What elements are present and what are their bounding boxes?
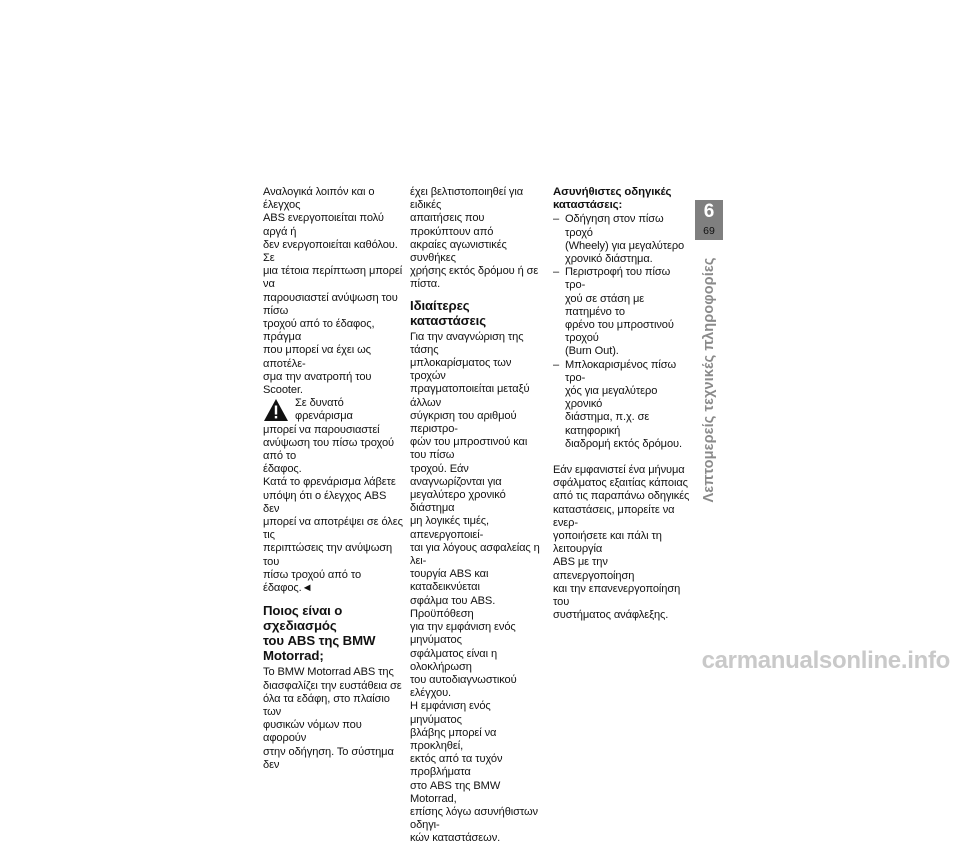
text-column-1 — [263, 186, 403, 772]
watermark: carmanualsonline.info — [701, 647, 950, 674]
list-item: – Περιστροφή του πίσω τρο- χού σε στάση με πατημένο το φρένο του μπροστινού τροχού (Burn Out). — [553, 266, 691, 358]
design-heading: Ποιος είναι ο σχεδιασμός του ABS της BMW Motorrad; — [263, 603, 376, 664]
text-column-3 — [553, 186, 691, 623]
unusual-situations-heading: Ασυνήθιστες οδηγικές καταστάσεις: — [553, 186, 672, 212]
warning-note: Σε δυνατό φρενάρισμα μπορεί να παρουσιαστεί ανύψωση του πίσω τροχού από το έδαφος. — [263, 397, 394, 476]
design-paragraph: Το BMW Motorrad ABS της διασφαλίζει την ευστάθεια σε όλα τα εδάφη, στο πλαίσιο των φυσικών νόμων που αφορούν στην οδήγηση. Το σύστημα δεν — [263, 666, 402, 771]
warning-triangle-icon — [263, 398, 289, 422]
chapter-number: 6 — [703, 201, 715, 222]
intro-paragraph: Αναλογικά λοιπόν και ο έλεγχος ABS ενεργοποιείται πολύ αργά ή δεν ενεργοποιείται καθόλου. Σε μια τέτοια περίπτωση μπορεί να παρουσιαστεί ανύψωση του πίσω τροχού από το έδαφος, πράγμα που μπορεί να έχει ως αποτέλε- σμα την ανατροπή του Scooter. — [263, 186, 403, 397]
warning-end-paragraph: Κατά το φρενάρισμα λάβετε υπόψη ότι ο έλεγχος ABS δεν μπορεί να αποτρέψει σε όλες τις περιπτώσεις την ανύψωση του πίσω τροχού από το έδαφος.◄ — [263, 476, 403, 595]
text-column-2 — [410, 186, 545, 846]
section-title-vertical: Λεπτομερείς τεχνικές πληροφορίες — [701, 257, 717, 503]
continuation-paragraph: έχει βελτιστοποιηθεί για ειδικές απαιτήσεις που προκύπτουν από ακραίες αγωνιστικές συνθήκες χρήσης εκτός δρόμου ή σε πίστα. — [410, 186, 539, 291]
closing-paragraph: Εάν εμφανιστεί ένα μήνυμα σφάλματος εξαιτίας κάποιας από τις παραπάνω οδηγικές καταστάσεις, μπορείτε να ενερ- γοποιήσετε και πάλι τη λειτουργία ABS με την απενεργοποίηση και την επανενεργοποίηση του συστήματος ανάφλεξης. — [553, 464, 690, 622]
special-situations-paragraph: Για την αναγνώριση της τάσης μπλοκαρίσματος των τροχών πραγματοποιείται μεταξύ άλλων σύγκριση του αριθμού περιστρο- φών του μπροστινού και του πίσω τροχού. Εάν αναγνωρίζονται για μεγαλύτερο χρονικό διάστημα μη λογικές τιμές, απενεργοποιεί- ται για λόγους ασφαλείας η λει- τουργία ABS και καταδεικνύεται σφάλμα του ABS. Προϋπόθεση για την εμφάνιση ενός μηνύματος σφάλματος είναι η ολοκλήρωση του αυτοδιαγνωστικού ελέγχου. Η εμφάνιση ενός μηνύματος βλάβης μπορεί να προκληθεί, εκτός από τα τυχόν προβλήματα στο ABS της BMW Motorrad, επίσης λόγω ασυνήθιστων οδηγι- κών καταστάσεων. — [410, 330, 540, 845]
list-item: – Οδήγηση στον πίσω τροχό (Wheely) για μεγαλύτερο χρονικό διάστημα. — [553, 213, 691, 266]
page-number: 69 — [703, 225, 715, 237]
list-item: – Μπλοκαρισμένος πίσω τρο- χός για μεγαλύτερο χρονικό διάστημα, π.χ. σε κατηφορική διαδρομή εκτός δρόμου. — [553, 359, 691, 451]
chapter-tab — [695, 200, 723, 240]
special-situations-heading: Ιδιαίτερες καταστάσεις — [410, 297, 486, 328]
unusual-situations-list — [553, 213, 691, 451]
